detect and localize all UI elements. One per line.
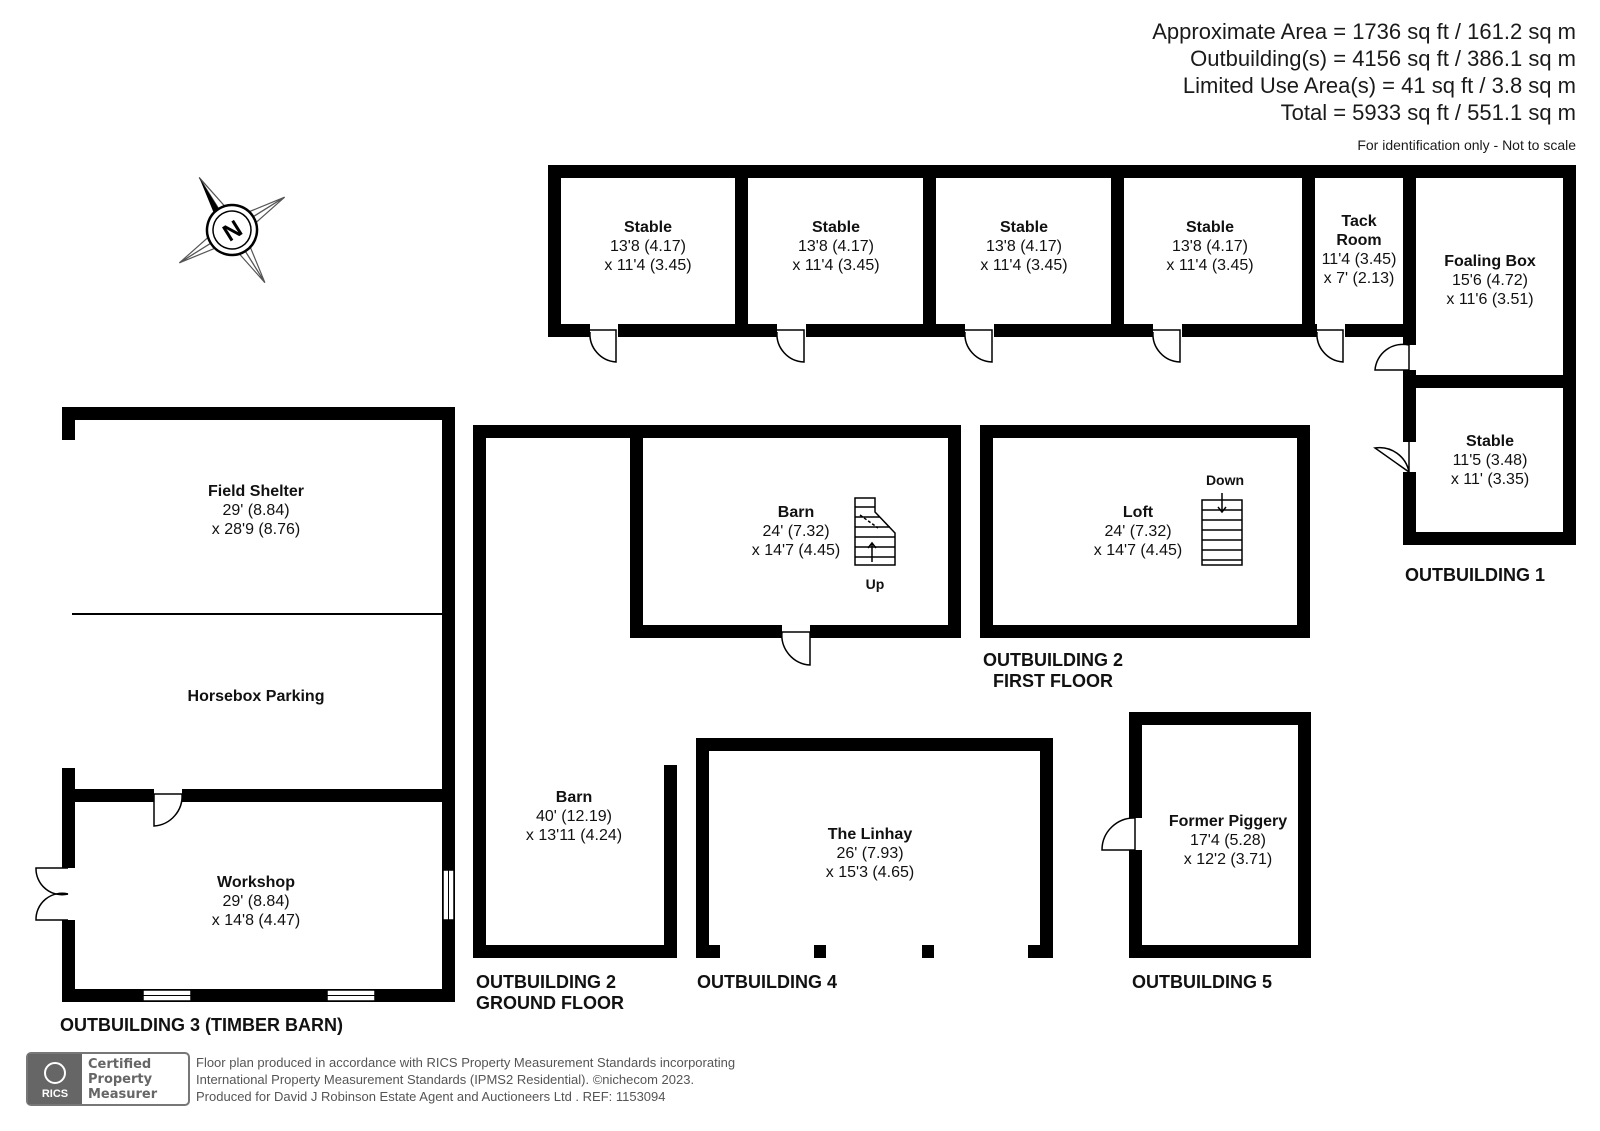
ob1-top-wall	[548, 165, 1576, 178]
outbuilding-1-title: OUTBUILDING 1	[1405, 565, 1546, 585]
outbuilding-2-first-title: OUTBUILDING 2 FIRST FLOOR	[983, 650, 1124, 691]
outbuilding-2-ground-title: OUTBUILDING 2 GROUND FLOOR	[476, 972, 624, 1013]
outbuildings-area: Outbuilding(s) = 4156 sq ft / 386.1 sq m	[1190, 46, 1576, 71]
room-stable-2: Stable 13'8 (4.17) x 11'4 (3.45)	[792, 219, 880, 274]
outbuilding-3-title: OUTBUILDING 3 (TIMBER BARN)	[60, 1015, 343, 1035]
room-stable-1: Stable 13'8 (4.17) x 11'4 (3.45)	[604, 219, 692, 274]
compass-north-icon	[147, 145, 318, 316]
stairs-up-icon	[855, 498, 895, 565]
room-field-shelter: Field Shelter 29' (8.84) x 28'9 (8.76)	[207, 483, 305, 538]
svg-text:N: N	[218, 215, 248, 248]
outbuilding-5-title: OUTBUILDING 5	[1132, 972, 1273, 992]
stairs-down-label: Down	[1205, 472, 1245, 488]
outbuilding-4-title: OUTBUILDING 4	[697, 972, 838, 992]
room-loft: Loft 24' (7.32) x 14'7 (4.45)	[1093, 504, 1183, 559]
stairs-up-label: Up	[865, 576, 885, 592]
room-barn-upper: Barn 24' (7.32) x 14'7 (4.45)	[751, 504, 841, 559]
room-stable-3: Stable 13'8 (4.17) x 11'4 (3.45)	[980, 219, 1068, 274]
total-area: Total = 5933 sq ft / 551.1 sq m	[1280, 100, 1576, 125]
room-the-linhay: The Linhay 26' (7.93) x 15'3 (4.65)	[825, 826, 915, 881]
room-former-piggery: Former Piggery 17'4 (5.28) x 12'2 (3.71)	[1168, 813, 1288, 868]
scale-note: For identification only - Not to scale	[1357, 137, 1576, 153]
approximate-area: Approximate Area = 1736 sq ft / 161.2 sq m	[1152, 19, 1576, 44]
room-workshop: Workshop 29' (8.84) x 14'8 (4.47)	[211, 874, 301, 929]
room-tack-room: Tack Room 11'4 (3.45) x 7' (2.13)	[1321, 213, 1397, 287]
rics-logo: RICS	[28, 1054, 82, 1104]
room-foaling-box: Foaling Box 15'6 (4.72) x 11'6 (3.51)	[1444, 253, 1536, 308]
stairs-down-icon	[1202, 493, 1242, 565]
limited-use-area: Limited Use Area(s) = 41 sq ft / 3.8 sq m	[1182, 73, 1576, 98]
rics-certified-badge: RICS Certified Property Measurer	[26, 1052, 190, 1106]
room-stable-4: Stable 13'8 (4.17) x 11'4 (3.45)	[1166, 219, 1254, 274]
area-summary	[1152, 18, 1576, 126]
footer-disclaimer: Floor plan produced in accordance with RICS Property Measurement Standards incorporating International Property Measurement Standards (IPMS2 Residential). ©nichecom 2023. Produced for David J Robinson Estate Agent and Auctioneers Ltd . REF: 1153094	[196, 1055, 736, 1104]
room-horsebox-parking: Horsebox Parking	[187, 688, 325, 705]
rics-crest-icon	[44, 1062, 66, 1084]
room-stable-5: Stable 11'5 (3.48) x 11' (3.35)	[1450, 433, 1530, 488]
room-barn-lower: Barn 40' (12.19) x 13'11 (4.24)	[525, 789, 623, 844]
